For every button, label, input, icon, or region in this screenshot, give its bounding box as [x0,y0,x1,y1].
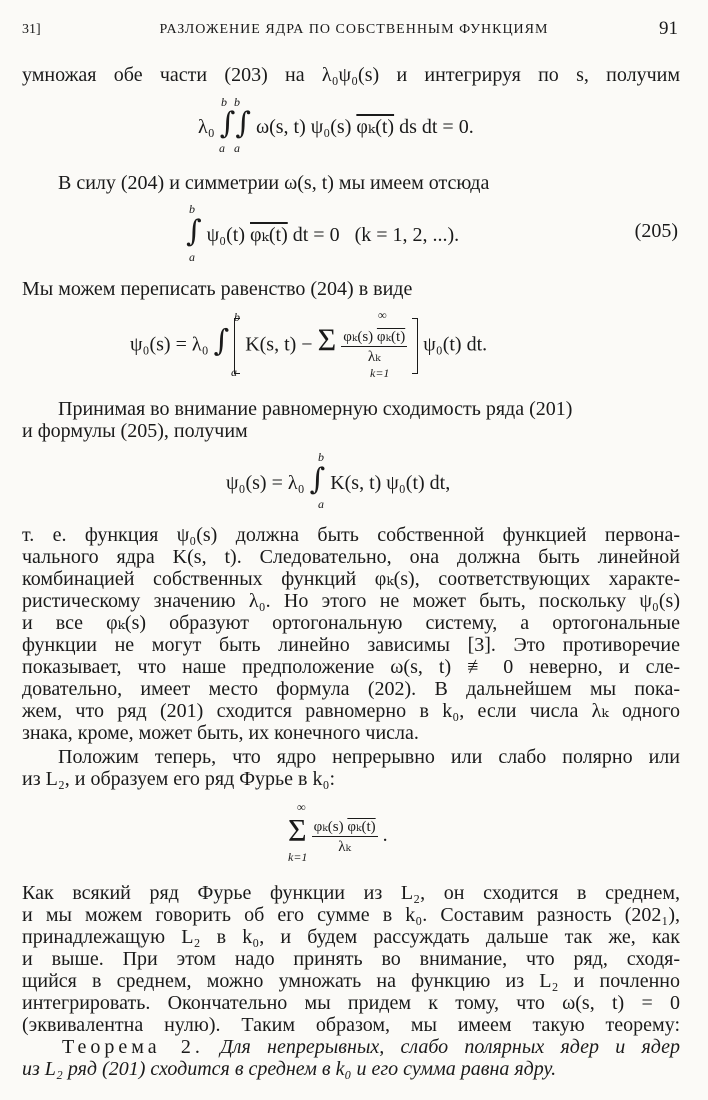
eq-term-conj: φₖ(t) [356,116,395,138]
text-line: В силу (204) и симметрии ω(s, t) мы имеем отсюда [58,172,490,194]
equation-number: (205) [634,220,678,242]
theorem-line [22,1058,680,1080]
text-line: и выше. При этом надо принять во внимание, что ряд, сходя- [22,948,680,970]
limit: b [221,95,227,109]
limit: a [234,141,240,155]
section-number: 31] [22,22,41,37]
text-line: чального ядра K(s, t). Следовательно, она должна быть линейной [22,546,680,568]
eq-term: λₖ [338,838,351,855]
sum-upper: ∞ [297,800,306,814]
text-line: умножая обе части (203) на λ₀ψ₀(s) и интегрируя по s, получим [22,64,680,86]
eq-term: K(s, t) ψ₀(t) dt, [330,472,451,494]
equation-4 [226,462,450,497]
text-line: из L₂, и образуем его ряд Фурье в k₀: [22,768,336,790]
eq-term-conj: φₖ(t) [250,224,288,246]
text-line: интегрировать. Окончательно мы придем к тому, что ω(s, t) = 0 [22,992,680,1014]
text-line: и мы можем говорить об его сумме в k₀. Составим разность (202₁), [22,904,680,926]
text-line: знака, кроме, может быть, их конечного числа. [22,722,419,744]
eq-term: dt = 0 [292,224,340,246]
limit: b [234,95,240,109]
equation-1 [198,106,474,141]
integral-sign: ∫ [213,323,230,359]
equation-205 [186,214,459,249]
theorem-text: Для непрерывных, слабо полярных ядер и ядер [220,1036,681,1058]
limit: a [318,497,324,511]
eq-term: φₖ(s) [313,818,344,835]
limit: b [189,202,195,216]
text-line: (эквивалентна нулю). Таким образом, мы имеем такую теорему: [22,1014,680,1036]
limit: a [189,250,195,264]
text-line: и формулы (205), получим [22,420,248,442]
eq-term-conj: φₖ(t) [347,818,376,835]
text-line: принадлежащую L₂ в k₀, и будем рассуждать дальше так же, как [22,926,680,948]
text-line: щийся в среднем, можно умножать на функцию из L₂ и почленно [22,970,680,992]
limit: a [219,141,225,155]
page-number: 91 [659,18,678,39]
theorem-label: Теорема 2. [62,1036,204,1058]
sum-lower: k=1 [288,850,308,864]
eq-term: ψ₀(t) [206,224,246,246]
text-line: Положим теперь, что ядро непрерывно или слабо полярно или [58,746,680,768]
limit: a [231,365,237,379]
text-line: комбинацией собственных функций φₖ(s), соответствующих характе- [22,568,680,590]
running-title: РАЗЛОЖЕНИЕ ЯДРА ПО СОБСТВЕННЫМ ФУНКЦИЯМ [159,22,549,37]
text-line: жем, что ряд (201) сходится равномерно в k₀, если числа λₖ одного [22,700,680,722]
bracket-right [412,318,418,374]
equation-204 [130,318,487,374]
text-line: ристическому значению λ₀. Но этого не может быть, поскольку ψ₀(s) [22,590,680,612]
integral-sign: ∫ [309,462,326,497]
text-line: и все φₖ(s) образуют ортогональную систему, а ортогональные [22,612,680,634]
sum-sign: Σ [317,321,337,358]
eq-term: K(s, t) − [245,333,313,356]
text-line: функции не могут быть линейно зависимы [3]. Это противоречие [22,634,680,656]
eq-term: ψ₀(s) = λ₀ [226,472,305,494]
eq-term: ds dt = 0. [399,116,474,138]
eq-term: ψ₀(t) dt. [423,333,488,356]
sum-lower: k=1 [370,366,390,380]
integral-sign: ∫ [186,214,202,249]
limit: b [318,450,324,464]
eq-condition: (k = 1, 2, ...). [354,224,460,246]
eq-term: λₖ [367,348,381,365]
eq-term: φₖ(s) [343,328,374,345]
text-line: Как всякий ряд Фурье функции из L₂, он сходится в среднем, [22,882,680,904]
eq-term: . [382,824,388,846]
limit: b [234,310,240,324]
text-line: показывает, что наше предположение ω(s, t) ≢ 0 неверно, и сле- [22,656,680,678]
eq-term: ω(s, t) ψ₀(s) [255,116,352,138]
sum-sign: Σ [288,812,307,848]
text-line: довательно, имеет место формула (202). В дальнейшем мы пока- [22,678,680,700]
fraction [312,817,378,856]
sum-upper: ∞ [378,308,387,322]
eq-term-conj: φₖ(t) [376,328,406,345]
text-line: Принимая во внимание равномерную сходимость ряда (201) [58,398,573,420]
theorem-text: из L₂ ряд (201) сходится в среднем в k₀ и его сумма равна ядру. [22,1058,557,1080]
fraction [341,327,407,366]
eq-term: ψ₀(s) = λ₀ [130,333,209,356]
eq-term: λ₀ [198,116,215,138]
text-line: т. е. функция ψ₀(s) должна быть собственной функцией первона- [22,524,680,546]
integral-sign: ∫∫ [219,106,251,141]
running-header [0,18,708,44]
text-line: Мы можем переписать равенство (204) в виде [22,278,413,300]
theorem-line [62,1036,680,1058]
